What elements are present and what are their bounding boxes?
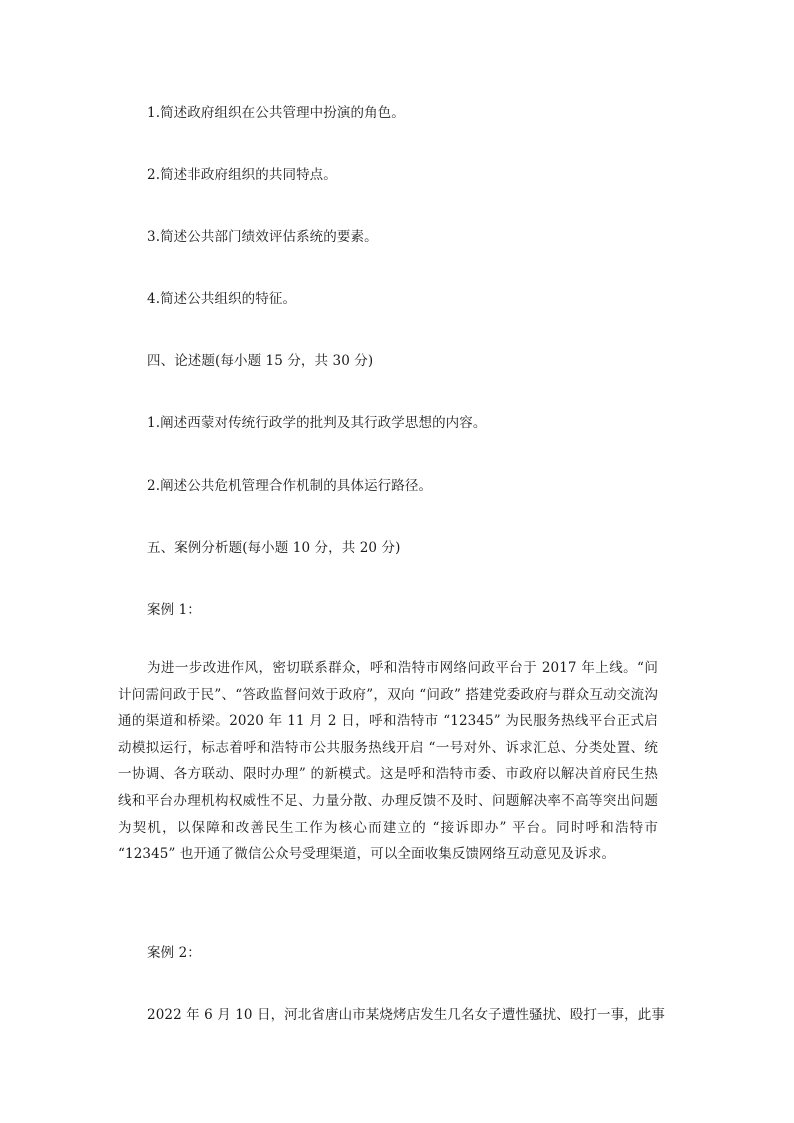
case-2-paragraph: 2022 年 6 月 10 日，河北省唐山市某烧烤店发生几名女子遭性骚扰、殴打一事，此事 (147, 1007, 665, 1023)
question-3: 3.简述公共部门绩效评估系统的要素。 (147, 229, 378, 245)
essay-question-2: 2.阐述公共危机管理合作机制的具体运行路径。 (147, 478, 433, 494)
question-1: 1.简述政府组织在公共管理中扮演的角色。 (147, 105, 405, 121)
essay-question-1: 1.阐述西蒙对传统行政学的批判及其行政学思想的内容。 (147, 415, 487, 431)
case-1-paragraph: 为进一步改进作风，密切联系群众，呼和浩特市网络问政平台于 2017 年上线。“问计问需问政于民”、“答政监督问效于政府”，双向 “问政” 搭建党委政府与群众互动交流沟通的渠道和桥梁。2020 年 11 月 2 日，呼和浩特市 “12345” 为民服务热线平台正式启动模拟运行，标志着呼和浩特市公共服务热线开启 “一号对外、诉求汇总、分类处置、统一协调、各方联动、限时办理” 的新模式。这是呼和浩特市委、市政府以解决首府民生热线和平台办理机构权威性不足、力量分散、办理反馈不及时、问题解决率不高等突出问题为契机，以保障和改善民生工作为核心而建立的 “接诉即办” 平台。同时呼和浩特市 “12345” 也开通了微信公众号受理渠道，可以全面收集反馈网络互动意见及诉求。 (118, 660, 658, 863)
section-5-heading: 五、案例分析题(每小题 10 分，共 20 分) (147, 540, 401, 556)
case-1-label: 案例 1： (147, 602, 201, 618)
case-2-label: 案例 2： (147, 945, 201, 961)
section-4-heading: 四、论述题(每小题 15 分，共 30 分) (147, 353, 374, 369)
question-2: 2.简述非政府组织的共同特点。 (147, 167, 337, 183)
question-4: 4.简述公共组织的特征。 (147, 291, 297, 307)
